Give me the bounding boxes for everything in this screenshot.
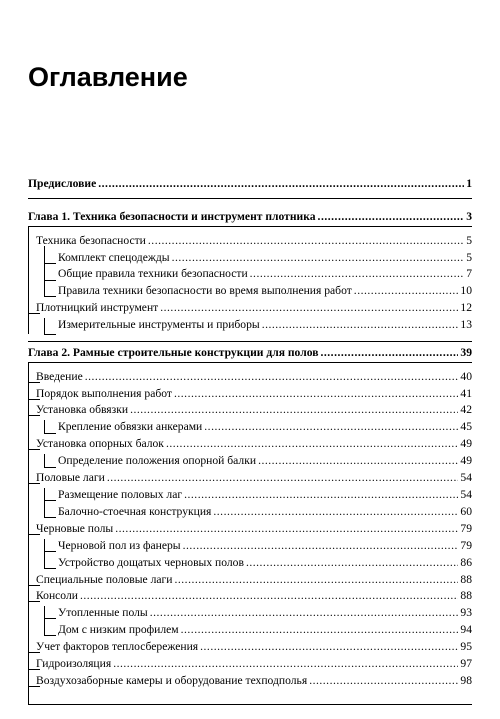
toc-entry-page: 98	[460, 674, 472, 687]
toc-entry[interactable]	[36, 572, 472, 587]
toc-entry[interactable]	[58, 419, 472, 434]
toc-entry-page: 7	[466, 267, 472, 280]
tree-line	[44, 488, 45, 517]
tree-line	[44, 500, 56, 501]
toc-entry-title: Дом с низким профилем	[58, 623, 179, 636]
toc-leader-dots	[130, 402, 458, 417]
toc-leader-dots	[181, 622, 459, 637]
section-divider	[28, 341, 472, 342]
toc-entry-page: 94	[460, 623, 472, 636]
toc-entry-page: 13	[460, 318, 472, 331]
toc-entry-title: Общие правила техники безопасности	[58, 267, 248, 280]
toc-entry-page: 40	[460, 370, 472, 383]
tree-line	[44, 420, 45, 433]
toc-entry[interactable]	[58, 555, 472, 570]
toc-entry[interactable]	[36, 233, 472, 248]
toc-leader-dots	[318, 209, 465, 224]
toc-entry[interactable]	[36, 436, 472, 451]
tree-line	[44, 539, 45, 568]
toc-leader-dots	[354, 283, 459, 298]
toc-leader-dots	[258, 453, 458, 468]
toc-entry-title: Определение положения опорной балки	[58, 454, 257, 467]
toc-entry-title: Глава 1. Техника безопасности и инструмент плотника	[28, 210, 316, 223]
toc-leader-dots	[80, 588, 458, 603]
tree-line	[44, 334, 56, 335]
toc-entry[interactable]	[36, 386, 472, 401]
toc-entry-title: Установка обвязки	[36, 403, 129, 416]
toc-leader-dots	[184, 487, 458, 502]
toc-entry-page: 54	[460, 471, 472, 484]
tree-line	[44, 606, 45, 635]
toc-entry[interactable]	[58, 283, 472, 298]
toc-leader-dots	[309, 673, 458, 688]
tree-line	[44, 635, 56, 636]
tree-line	[44, 618, 56, 619]
toc-leader-dots	[107, 470, 459, 485]
toc-entry-page: 86	[460, 556, 472, 569]
tree-line	[44, 246, 45, 296]
toc-leader-dots	[250, 266, 465, 281]
toc-leader-dots	[172, 250, 465, 265]
toc-entry[interactable]	[58, 266, 472, 281]
toc-entry-page: 49	[460, 454, 472, 467]
toc-entry-title: Предисловие	[28, 177, 97, 190]
toc-entry-page: 10	[460, 284, 472, 297]
toc-leader-dots	[115, 521, 458, 536]
tree-line	[44, 568, 56, 569]
toc-entry-title: Черновые полы	[36, 522, 114, 535]
toc-entry-page: 39	[460, 346, 472, 359]
toc-entry-title: Балочно-стоечная конструкция	[58, 505, 212, 518]
tree-line	[44, 280, 56, 281]
toc-entry-title: Размещение половых лаг	[58, 488, 183, 501]
toc-entry-page: 1	[466, 177, 472, 190]
toc-entry[interactable]	[36, 588, 472, 603]
section-divider	[28, 226, 472, 227]
toc-entry[interactable]	[58, 250, 472, 265]
toc-entry-page: 12	[460, 301, 472, 314]
toc-entry-title: Техника безопасности	[36, 234, 146, 247]
tree-line	[28, 226, 29, 334]
toc-leader-dots	[174, 386, 458, 401]
toc-entry[interactable]	[58, 538, 472, 553]
tree-line	[44, 318, 45, 334]
toc-entry-title: Порядок выполнения работ	[36, 387, 172, 400]
section-divider	[28, 362, 472, 363]
toc-leader-dots	[320, 345, 458, 360]
toc-entry-page: 49	[460, 437, 472, 450]
toc-entry[interactable]	[36, 300, 472, 315]
tree-line	[44, 467, 56, 468]
toc-leader-dots	[200, 639, 458, 654]
toc-entry-title: Консоли	[36, 589, 78, 602]
toc-leader-dots	[262, 317, 459, 332]
toc-entry-title: Глава 2. Рамные строительные конструкции для полов	[28, 346, 319, 359]
tree-line	[44, 433, 56, 434]
page-title: Оглавление	[28, 62, 188, 92]
toc-entry-title: Установка опорных балок	[36, 437, 164, 450]
toc-entry-title: Введение	[36, 370, 83, 383]
toc-entry-page: 42	[460, 403, 472, 416]
toc-entry[interactable]	[36, 369, 472, 384]
tree-line	[44, 454, 45, 467]
toc-leader-dots	[148, 233, 464, 248]
toc-entry-title: Комплект спецодежды	[58, 251, 170, 264]
toc-entry-title: Измерительные инструменты и приборы	[58, 318, 260, 331]
toc-entry[interactable]	[58, 622, 472, 637]
toc-entry[interactable]	[36, 470, 472, 485]
toc-entry[interactable]	[36, 656, 472, 671]
toc-leader-dots	[183, 538, 459, 553]
tree-line	[44, 517, 56, 518]
toc-leader-dots	[160, 300, 458, 315]
toc-entry-page: 97	[460, 657, 472, 670]
toc-leader-dots	[204, 419, 458, 434]
toc-entry-page: 5	[466, 251, 472, 264]
toc-leader-dots	[213, 504, 458, 519]
toc-entry-chapter-2[interactable]	[28, 345, 472, 360]
toc-entry[interactable]	[58, 605, 472, 620]
tree-line	[44, 296, 56, 297]
toc-entry-title: Учет факторов теплосбережения	[36, 640, 199, 653]
toc-entry-page: 88	[460, 573, 472, 586]
section-divider	[28, 198, 472, 199]
toc-entry-page: 79	[460, 539, 472, 552]
toc-entry-page: 93	[460, 606, 472, 619]
toc-entry-title: Специальные половые лаги	[36, 573, 173, 586]
toc-entry[interactable]	[36, 402, 472, 417]
toc-leader-dots	[150, 605, 459, 620]
section-divider	[28, 704, 472, 705]
toc-leader-dots	[98, 176, 464, 191]
toc-entry[interactable]	[58, 487, 472, 502]
toc-entry-title: Плотницкий инструмент	[36, 301, 159, 314]
toc-entry-page: 41	[460, 387, 472, 400]
toc-entry-page: 45	[460, 420, 472, 433]
toc-entry-title: Устройство дощатых черновых полов	[58, 556, 244, 569]
toc-entry[interactable]	[58, 504, 472, 519]
toc-entry-page: 54	[460, 488, 472, 501]
toc-entry[interactable]	[58, 317, 472, 332]
toc-entry-title: Крепление обвязки анкерами	[58, 420, 203, 433]
tree-line	[44, 263, 56, 264]
toc-entry-title: Утопленные полы	[58, 606, 148, 619]
toc-entry-title: Правила техники безопасности во время выполнения работ	[58, 284, 352, 297]
toc-entry-page: 88	[460, 589, 472, 602]
toc-entry-page: 79	[460, 522, 472, 535]
toc-entry-chapter-1[interactable]	[28, 209, 472, 224]
toc-entry-page: 5	[466, 234, 472, 247]
toc-leader-dots	[113, 656, 458, 671]
toc-entry[interactable]	[58, 453, 472, 468]
toc-entry-page: 60	[460, 505, 472, 518]
toc-leader-dots	[174, 572, 458, 587]
toc-leader-dots	[85, 369, 459, 384]
toc-entry-page: 95	[460, 640, 472, 653]
toc-entry-title: Гидроизоляция	[36, 657, 112, 670]
tree-line	[44, 551, 56, 552]
toc-entry-title: Половые лаги	[36, 471, 105, 484]
toc-entry[interactable]	[36, 639, 472, 654]
toc-leader-dots	[246, 555, 458, 570]
toc-entry-title: Воздухозаборные камеры и оборудование техподполья	[36, 674, 308, 687]
toc-entry-preface[interactable]	[28, 176, 472, 191]
toc-entry[interactable]	[36, 673, 472, 688]
toc-entry-title: Черновой пол из фанеры	[58, 539, 181, 552]
toc-entry[interactable]	[36, 521, 472, 536]
toc-entry-page: 3	[466, 210, 472, 223]
toc-leader-dots	[166, 436, 458, 451]
